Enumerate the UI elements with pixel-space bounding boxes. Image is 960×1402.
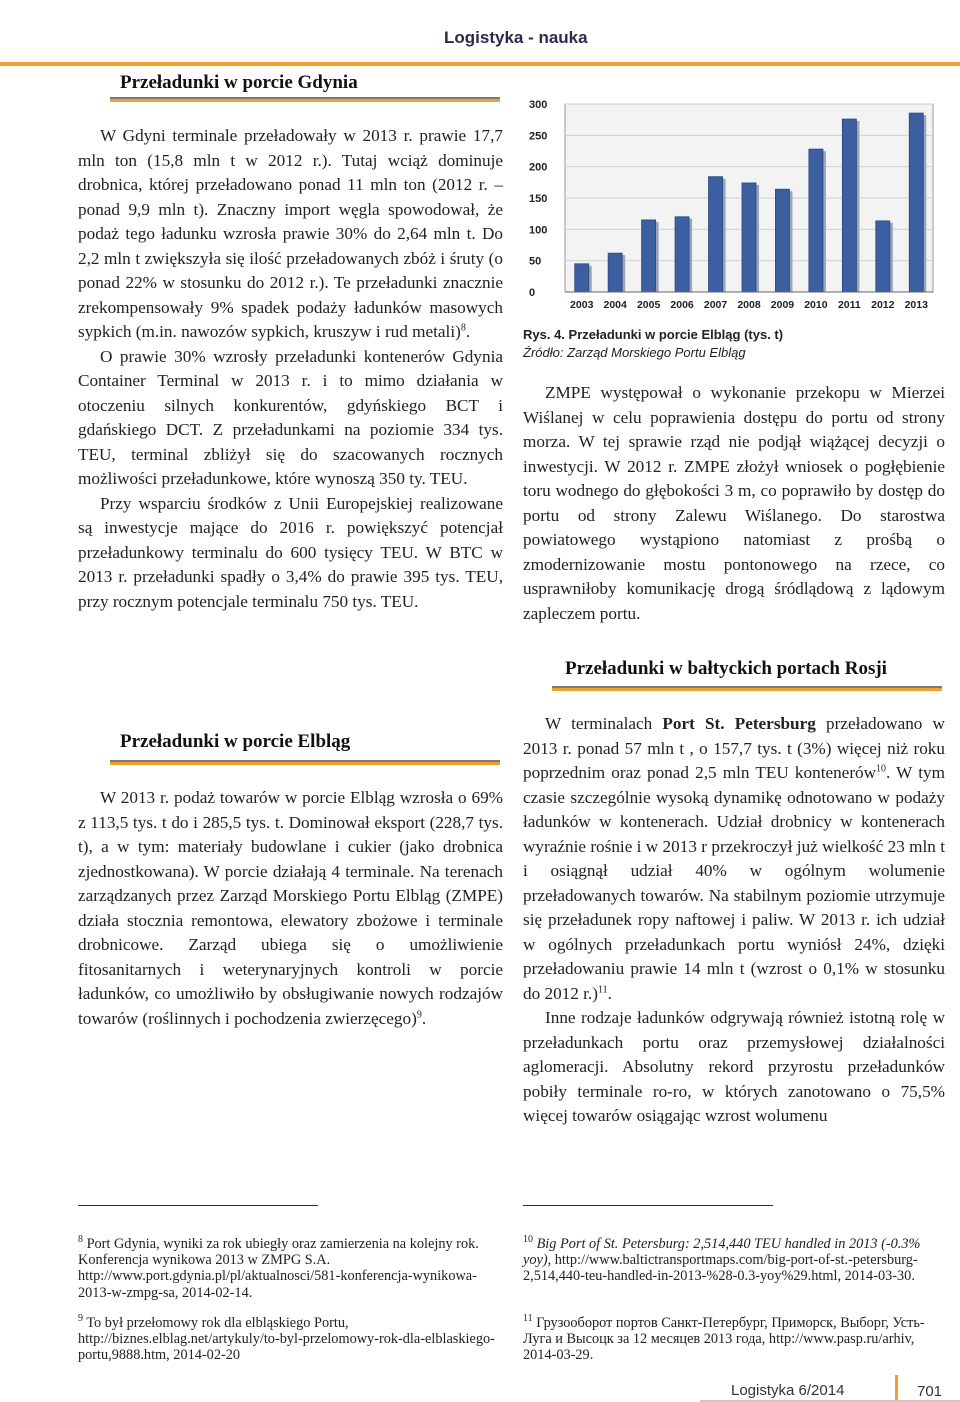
footnote-9: $^9$ To był przełomowy rok dla elbląskiego Portu, http://biznes.elblag.net/artykuly/to-byl-przelomowy-rok-dla-elblaskiego-portu,9888.htm, 2014-02-20 <box>78 1313 495 1364</box>
y-tick-label: 200 <box>529 161 548 174</box>
footnote-ref[interactable]: 11 <box>597 983 608 995</box>
y-tick-label: 100 <box>529 224 548 237</box>
footnote-ref[interactable]: 8 <box>460 322 466 334</box>
section-title-gdynia: Przeładunki w porcie Gdynia <box>120 72 358 93</box>
bar-2011 <box>842 119 856 292</box>
x-tick-label: 2005 <box>636 299 661 311</box>
x-tick-label: 2009 <box>770 299 795 311</box>
x-tick-label: 2007 <box>703 299 728 311</box>
footer-magazine: Logistyka 6/2014 <box>731 1382 845 1399</box>
section-title-rosja: Przeładunki w bałtyckich portach Rosji <box>565 658 887 679</box>
running-header: Logistyka - nauka <box>444 28 588 47</box>
elblag-body-left <box>78 786 503 1031</box>
bar-2007 <box>709 177 723 292</box>
elblag-body-right <box>523 381 945 626</box>
footnote-ref[interactable]: 9 <box>416 1008 422 1020</box>
paragraph: W Gdyni terminale przeładowały w 2013 r. prawie 17,7 mln ton (15,8 mln t w 2012 r.). Tutaj wciąż dominuje drobnica, której przeładowano ponad 11 mln ton (2012 r. – ponad 9,9 mln t). Znaczny import węgla spowodował, że podaż tego ładunku wzrosła prawie 30% do 2,64 mln t. Do 2,2 mln t zwiększyła się ilość przeładowanych zbóż i śruty (o ponad 22% w stosunku do 2012 r.). Te przeładunki znacznie zrekompensowały 9% spadek podaży ładunków masowych sypkich (m.in. nawozów sypkich, kruszyw i rud metali)$^8$. <box>78 126 503 341</box>
footnote-11: $^{11}$ Грузооборот портов Санкт-Петербург, Приморск, Выборг, Усть-Луга и Высоцк за 12 месяцев 2013 года, http://www.pasp.ru/arhiv, 2014-03-29. <box>523 1313 925 1364</box>
x-tick-label: 2004 <box>603 299 627 311</box>
paragraph: Przy wsparciu środków z Unii Europejskiej realizowane są inwestycje mające do 2016 r. powiększyć potencjał przeładunkowy terminalu do 600 tysięcy TEU. W BTC w 2013 r. przeładunki spadły o 3,4% do prawie 395 tys. TEU, przy rocznym potencjale terminalu 750 tys. TEU. <box>78 493 503 611</box>
bar-2009 <box>775 189 789 292</box>
y-tick-label: 300 <box>529 99 548 111</box>
y-tick-label: 150 <box>529 193 548 205</box>
footnote-ref[interactable]: 10 <box>876 763 887 775</box>
header-rule <box>0 62 960 66</box>
footnote-rule-left <box>78 1205 318 1206</box>
figure-caption <box>523 326 783 362</box>
footnote-rule-right <box>523 1205 773 1206</box>
rosja-body <box>523 712 945 1129</box>
paragraph: Inne rodzaje ładunków odgrywają również istotną rolę w przeładunkach portu oraz przemysłowej działalności aglomeracji. Absolutny rekord przyrostu przeładunków pobiły terminale ro-ro, w których zanotowano o 75,5% więcej towarów osiągając wzrost wolumenu <box>523 1008 945 1125</box>
bar-2013 <box>909 113 923 292</box>
footnote-8: $^8$ Port Gdynia, wyniki za rok ubiegły oraz zamierzenia na kolejny rok. Konferencja wynikowa 2013 w ZMPG S.A. http://www.port.gdynia.pl/pl/aktualnosci/581-konferencja-wynikowa-2013-w-zmpg-sa, 2014-02-14. <box>78 1234 479 1301</box>
bar-chart <box>523 92 943 326</box>
bar-2008 <box>742 183 756 292</box>
bar-2012 <box>876 221 890 292</box>
section-accent-gdynia <box>110 99 500 102</box>
figure-source: Źródło: Zarząd Morskiego Portu Elbląg <box>523 345 746 360</box>
bar-2010 <box>809 149 823 292</box>
y-tick-label: 0 <box>529 287 536 299</box>
x-tick-label: 2010 <box>804 299 828 311</box>
x-tick-label: 2003 <box>570 299 594 311</box>
chart-elblag <box>523 92 943 326</box>
footer-accent <box>895 1375 898 1402</box>
x-tick-label: 2011 <box>837 299 861 311</box>
page-number: 701 <box>917 1383 943 1400</box>
x-tick-label: 2012 <box>871 299 895 311</box>
paragraph: W terminalach Port St. Petersburg przeładowano w 2013 r. ponad 57 mln t , o 157,7 tys. t (3%) więcej niż roku poprzednim oraz ponad 2,5 mln TEU kontenerów$^{10}$. W tym czasie szczególnie wysoką dynamikę odnotowano w podaży ładunków w kontenerach. Udział drobnicy w kontenerach wyraźnie rośnie i w 2013 r przekroczył już wielkość 23 mln t i osiągnął udział 40% w ogólnym wolumenie przeładowanych towarów. Na stabilnym poziomie utrzymuje się przeładunek ropy naftowej i paliw. W 2013 r. ich udział w ogólnych przeładunkach portu wyniósł 24%, dzięki przeładowaniu prawie 14 mln t (wzrost o 0,1% w stosunku do 2012 r.)$^{11}$. <box>523 714 945 1003</box>
section-accent-elblag <box>110 762 500 765</box>
x-tick-label: 2006 <box>670 299 694 311</box>
paragraph: W 2013 r. podaż towarów w porcie Elbląg wzrosła o 69% z 113,5 tys. t do i 285,5 tys. t. Dominował eksport (228,7 tys. t), a w tym: materiały budowlane i cukier (jako drobnica zjednostkowana). W porcie działają 4 terminale. Na terenach zarządzanych przez Zarząd Morskiego Portu Elbląg (ZMPE) działa stocznia remontowa, elewatory zbożowe i terminale drobnicowe. Zarząd ubiega się o umożliwienie fitosanitarnych i weterynaryjnych kontroli w porcie ładunków, co umożliwiło by obsługiwanie nowych rodzajów towarów (roślinnych i pochodzenia zwierzęcego)$^9$. <box>78 788 503 1028</box>
x-tick-label: 2013 <box>904 299 928 311</box>
bar-2006 <box>675 217 689 292</box>
section-title-elblag: Przeładunki w porcie Elbląg <box>120 731 351 752</box>
y-tick-label: 250 <box>529 130 548 143</box>
figure-title: Rys. 4. Przeładunki w porcie Elbląg (tys. t) <box>523 327 784 342</box>
bar-2004 <box>608 253 622 292</box>
paragraph: ZMPE występował o wykonanie przekopu w Mierzei Wiślanej w celu poprawienia dostępu do portu od strony morza. W tej sprawie rząd nie podjął wiążącej decyzji o inwestycji. W 2012 r. ZMPE złożył wniosek o pogłębienie toru wodnego do głębokości 3 m, co poprawiło by dostęp do portu od strony Zalewu Wiślanego. Do starostwa powiatowego wystąpiono natomiast z prośbą o zmodernizowanie mostu pontonowego na rzece, co usprawniłoby komunikację drogą śródlądową z lądowym zapleczem portu. <box>523 383 945 623</box>
paragraph: O prawie 30% wzrosły przeładunki kontenerów Gdynia Container Terminal w 2013 r. i to mimo działania w otoczeniu silnych konkurentów, gdyńskiego BCT i gdańskiego DCT. Z przeładunkami na poziomie 334 tys. TEU, terminal zbliżył się do szacowanych rocznych możliwości przeładunkowe, które wynoszą 350 ty. TEU. <box>78 346 503 488</box>
bar-2005 <box>642 220 656 292</box>
footnote-10: $^{10}$ Big Port of St. Petersburg: 2,514,440 TEU handled in 2013 (-0.3% yoy), http://www.baltictransportmaps.com/big-port-of-st.-petersburg-2,514,440-teu-handled-in-2013-%28-0.3-yoy%29.html, 2014-03-30. <box>523 1234 921 1285</box>
bar-2003 <box>575 264 589 292</box>
section-accent-rosja <box>552 688 942 691</box>
x-tick-label: 2008 <box>737 299 761 311</box>
gdynia-body <box>78 124 503 614</box>
y-tick-label: 50 <box>529 255 542 268</box>
